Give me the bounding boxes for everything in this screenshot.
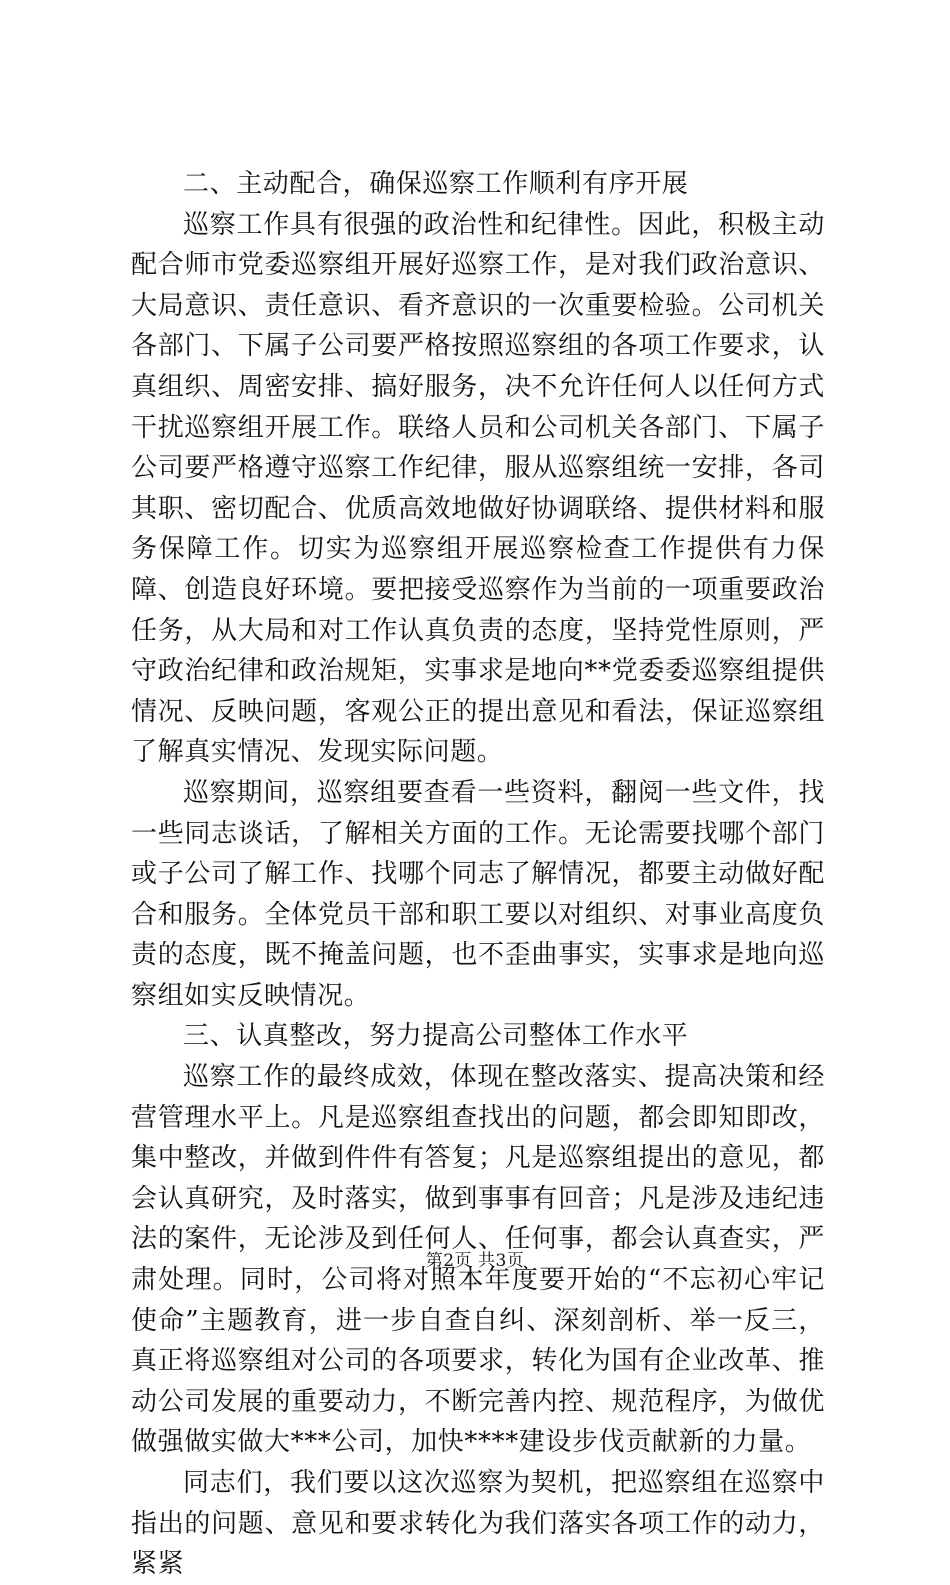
page-footer: 第2页 共3页 [425,1251,525,1271]
paragraph: 巡察工作具有很强的政治性和纪律性。因此，积极主动配合师市党委巡察组开展好巡察工作，是对我们政治意识、大局意识、责任意识、看齐意识的一次重要检验。公司机关各部门、下属子公司要严格按照巡察组的各项工作要求，认真组织、周密安排、搞好服务，决不允许任何人以任何方式干扰巡察组开展工作。联络人员和公司机关各部门、下属子公司要严格遵守巡察工作纪律，服从巡察组统一安排，各司其职、密切配合、优质高效地做好协调联络、提供材料和服务保障工作。切实为巡察组开展巡察检查工作提供有力保障、创造良好环境。要把接受巡察作为当前的一项重要政治任务，从大局和对工作认真负责的态度，坚持党性原则，严守政治纪律和政治规矩，实事求是地向**党委委巡察组提供情况、反映问题，客观公正的提出意见和看法，保证巡察组了解真实情况、发现实际问题。 [131,209,825,768]
section-heading-2: 二、主动配合，确保巡察工作顺利有序开展 [183,169,689,199]
document-body [131,164,825,1585]
paragraph: 巡察工作的最终成效，体现在整改落实、提高决策和经营管理水平上。凡是巡察组查找出的问题，都会即知即改，集中整改，并做到件件有答复；凡是巡察组提出的意见，都会认真研究，及时落实，做到事事有回音；凡是涉及违纪违法的案件，无论涉及到任何人、任何事，都会认真查实，严肃处理。同时，公司将对照本年度要开始的“不忘初心牢记使命”主题教育，进一步自查自纠、深刻剖析、举一反三，真正将巡察组对公司的各项要求，转化为国有企业改革、推动公司发展的重要动力，不断完善内控、规范程序，为做优做强做实做大***公司，加快****建设步伐贡献新的力量。 [131,1062,825,1458]
section-heading-3: 三、认真整改，努力提高公司整体工作水平 [183,1021,689,1052]
paragraph: 同志们，我们要以这次巡察为契机，把巡察组在巡察中指出的问题、意见和要求转化为我们落实各项工作的动力，紧紧 [131,1468,825,1580]
paragraph: 巡察期间，巡察组要查看一些资料，翻阅一些文件，找一些同志谈话，了解相关方面的工作。无论需要找哪个部门或子公司了解工作、找哪个同志了解情况，都要主动做好配合和服务。全体党员干部和职工要以对组织、对事业高度负责的态度，既不掩盖问题，也不歪曲事实，实事求是地向巡察组如实反映情况。 [131,777,825,1011]
